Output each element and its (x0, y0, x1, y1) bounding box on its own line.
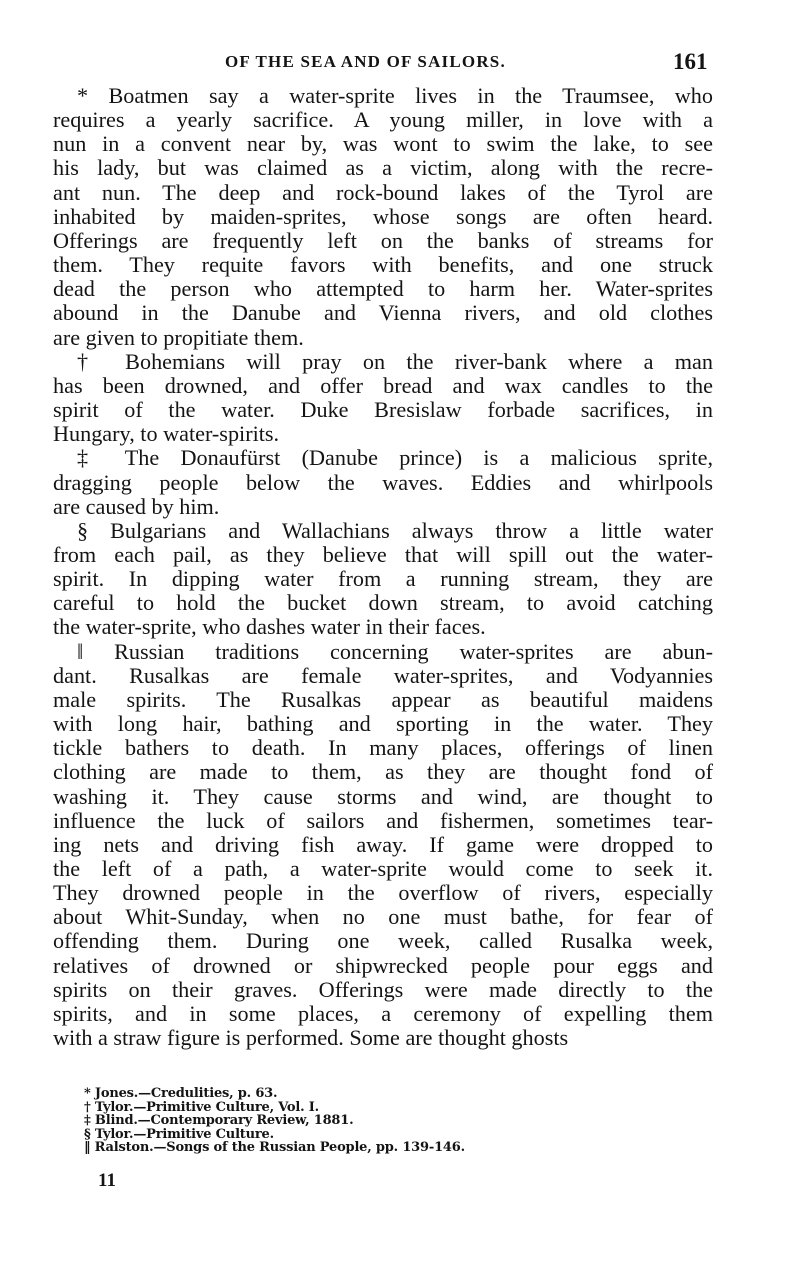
paragraph (53, 84, 713, 350)
text-line: spirits on their graves. Offerings were made directly to the (53, 976, 713, 1002)
text-line: are given to propitiate them. (53, 324, 304, 350)
text-line: influence the luck of sailors and fishermen, sometimes tear- (53, 807, 713, 833)
text-line: tickle bathers to death. In many places, offerings of linen (53, 735, 713, 761)
footnote: § Tylor.—Primitive Culture. (84, 1126, 274, 1142)
text-line: about Whit-Sunday, when no one must bathe, for fear of (53, 904, 713, 930)
text-line: the water-sprite, who dashes water in their faces. (53, 614, 486, 640)
text-line: spirit. In dipping water from a running stream, they are (53, 566, 713, 592)
footnote: ‡ Blind.—Contemporary Review, 1881. (84, 1113, 354, 1129)
text-line: Offerings are frequently left on the banks of streams for (53, 227, 713, 253)
text-line: from each pail, as they believe that will spill out the water- (53, 541, 713, 567)
text-line: offending them. During one week, called Rusalka week, (53, 928, 713, 954)
text-line: the left of a path, a water-sprite would come to seek it. (53, 856, 713, 881)
text-line: dragging people below the waves. Eddies and whirlpools (53, 469, 713, 495)
text-line: with long hair, bathing and sporting in the water. They (53, 711, 713, 737)
text-line: ‡ The Donaufürst (Danube prince) is a malicious sprite, (77, 445, 713, 471)
text-line: washing it. They cause storms and wind, are thought to (53, 783, 713, 809)
page-number: 161 (673, 49, 708, 74)
text-line: are caused by him. (53, 493, 220, 519)
text-line: ant nun. The deep and rock-bound lakes of the Tyrol are (53, 179, 713, 205)
text-line: male spirits. The Rusalkas appear as beautiful maidens (53, 686, 713, 712)
text-line: ing nets and driving fish away. If game were dropped to (53, 831, 713, 857)
body-text (53, 84, 713, 1050)
running-head: OF THE SEA AND OF SAILORS. (225, 52, 506, 71)
text-line: § Bulgarians and Wallachians always throw a little water (77, 517, 713, 543)
paragraph (53, 640, 713, 1051)
text-line: inhabited by maiden-sprites, whose songs are often heard. (53, 203, 713, 229)
text-line: They drowned people in the overflow of rivers, especially (53, 880, 713, 906)
text-line: them. They requite favors with benefits, and one struck (53, 252, 713, 278)
text-line: clothing are made to them, as they are thought fond of (53, 759, 713, 785)
text-line: abound in the Danube and Vienna rivers, and old clothes (53, 300, 713, 326)
paragraph (53, 350, 713, 447)
text-line: his lady, but was claimed as a victim, along with the recre- (53, 155, 713, 181)
text-line: * Boatmen say a water-sprite lives in the Traumsee, who (77, 83, 713, 108)
paragraph (53, 446, 713, 518)
text-line: has been drowned, and offer bread and wax candles to the (53, 372, 713, 398)
text-line: † Bohemians will pray on the river-bank where a man (77, 348, 713, 374)
footnote: ‖ Ralston.—Songs of the Russian People, pp. 139-146. (84, 1140, 465, 1156)
text-line: ‖ Russian traditions concerning water-sprites are abun- (77, 638, 713, 664)
text-line: dead the person who attempted to harm her. Water-sprites (53, 276, 713, 302)
text-line: spirits, and in some places, a ceremony of expelling them (53, 1000, 713, 1026)
text-line: dant. Rusalkas are female water-sprites, and Vodyannies (53, 662, 713, 688)
text-line: spirit of the water. Duke Bresislaw forbade sacrifices, in (53, 397, 713, 423)
text-line: nun in a convent near by, was wont to swim the lake, to see (53, 131, 713, 157)
text-line: Hungary, to water-spirits. (53, 421, 280, 447)
text-line: requires a yearly sacrifice. A young miller, in love with a (53, 107, 713, 133)
signature-mark: 11 (98, 1170, 116, 1191)
footnotes (84, 1087, 465, 1155)
text-line: careful to hold the bucket down stream, to avoid catching (53, 590, 713, 616)
text-line: relatives of drowned or shipwrecked people pour eggs and (53, 952, 713, 978)
footnote: † Tylor.—Primitive Culture, Vol. I. (84, 1099, 319, 1115)
footnote: * Jones.—Credulities, p. 63. (84, 1086, 278, 1101)
paragraph (53, 519, 713, 640)
text-line: with a straw figure is performed. Some are thought ghosts (53, 1025, 569, 1051)
